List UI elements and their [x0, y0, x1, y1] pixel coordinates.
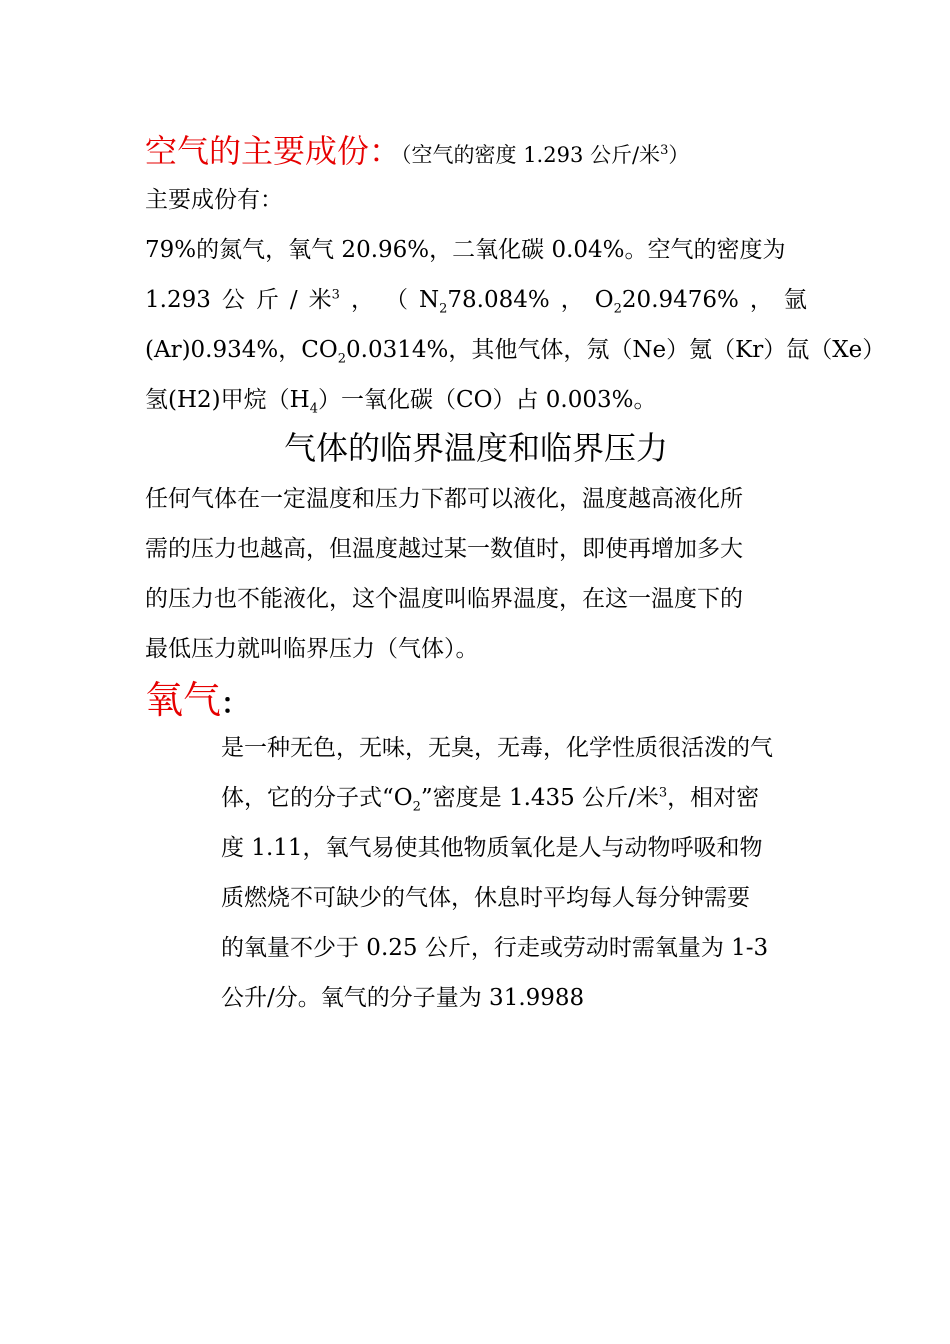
- oxygen-line-2: 体，它的分子式“$O_2$”密度是 1.435 公斤/米$^3$，相对密: [221, 785, 760, 815]
- oxygen-line-4: 质燃烧不可缺少的气体，休息时平均每人每分钟需要: [221, 885, 750, 911]
- oxygen-line-3: 度 1.11，氧气易使其他物质氧化是人与动物呼吸和物: [221, 835, 763, 861]
- oxygen-heading-colon: ：: [221, 687, 250, 720]
- composition-line-2: 1.293 公 斤 / 米$^3$ ， （ $N_278.084\%$ ， $O_220.9476\%$ ， 氩: [145, 287, 807, 317]
- critical-paragraph-line-1: 任何气体在一定温度和压力下都可以液化，温度越高液化所: [145, 486, 743, 512]
- air-composition-heading: 空气的主要成份：: [145, 132, 402, 170]
- air-density-note: （空气的密度 1.293 公斤/米$^3$）: [401, 143, 690, 167]
- air-composition-heading-line: [145, 126, 807, 180]
- oxygen-line-6: 公升/分。氧气的分子量为 31.9988: [221, 985, 585, 1011]
- critical-temperature-title: 气体的临界温度和临界压力: [283, 429, 668, 467]
- composition-line-4: 氢(H2)甲烷$(H_4)$一氧化碳（CO）占 0.003%。: [145, 387, 657, 417]
- oxygen-line-1: 是一种无色，无味，无臭，无毒，化学性质很活泼的气: [221, 735, 773, 761]
- main-components-label: 主要成份有：: [145, 187, 283, 213]
- oxygen-line-5: 的氧量不少于 0.25 公斤，行走或劳动时需氧量为 1-3: [221, 935, 769, 961]
- oxygen-heading: 氧气: [145, 678, 222, 722]
- critical-paragraph-line-2: 需的压力也越高，但温度越过某一数值时，即使再增加多大: [145, 536, 743, 562]
- composition-line-3: (Ar)0.934%，$CO_20.0314\%$，其他气体，氖（Ne）氪（Kr）氙（Xe）: [145, 337, 886, 367]
- critical-paragraph-line-3: 的压力也不能液化，这个温度叫临界温度，在这一温度下的: [145, 586, 743, 612]
- composition-line-1: 79%的氮气，氧气 20.96%，二氧化碳 0.04%。空气的密度为: [145, 237, 786, 263]
- critical-paragraph-line-4: 最低压力就叫临界压力（气体）。: [145, 636, 479, 662]
